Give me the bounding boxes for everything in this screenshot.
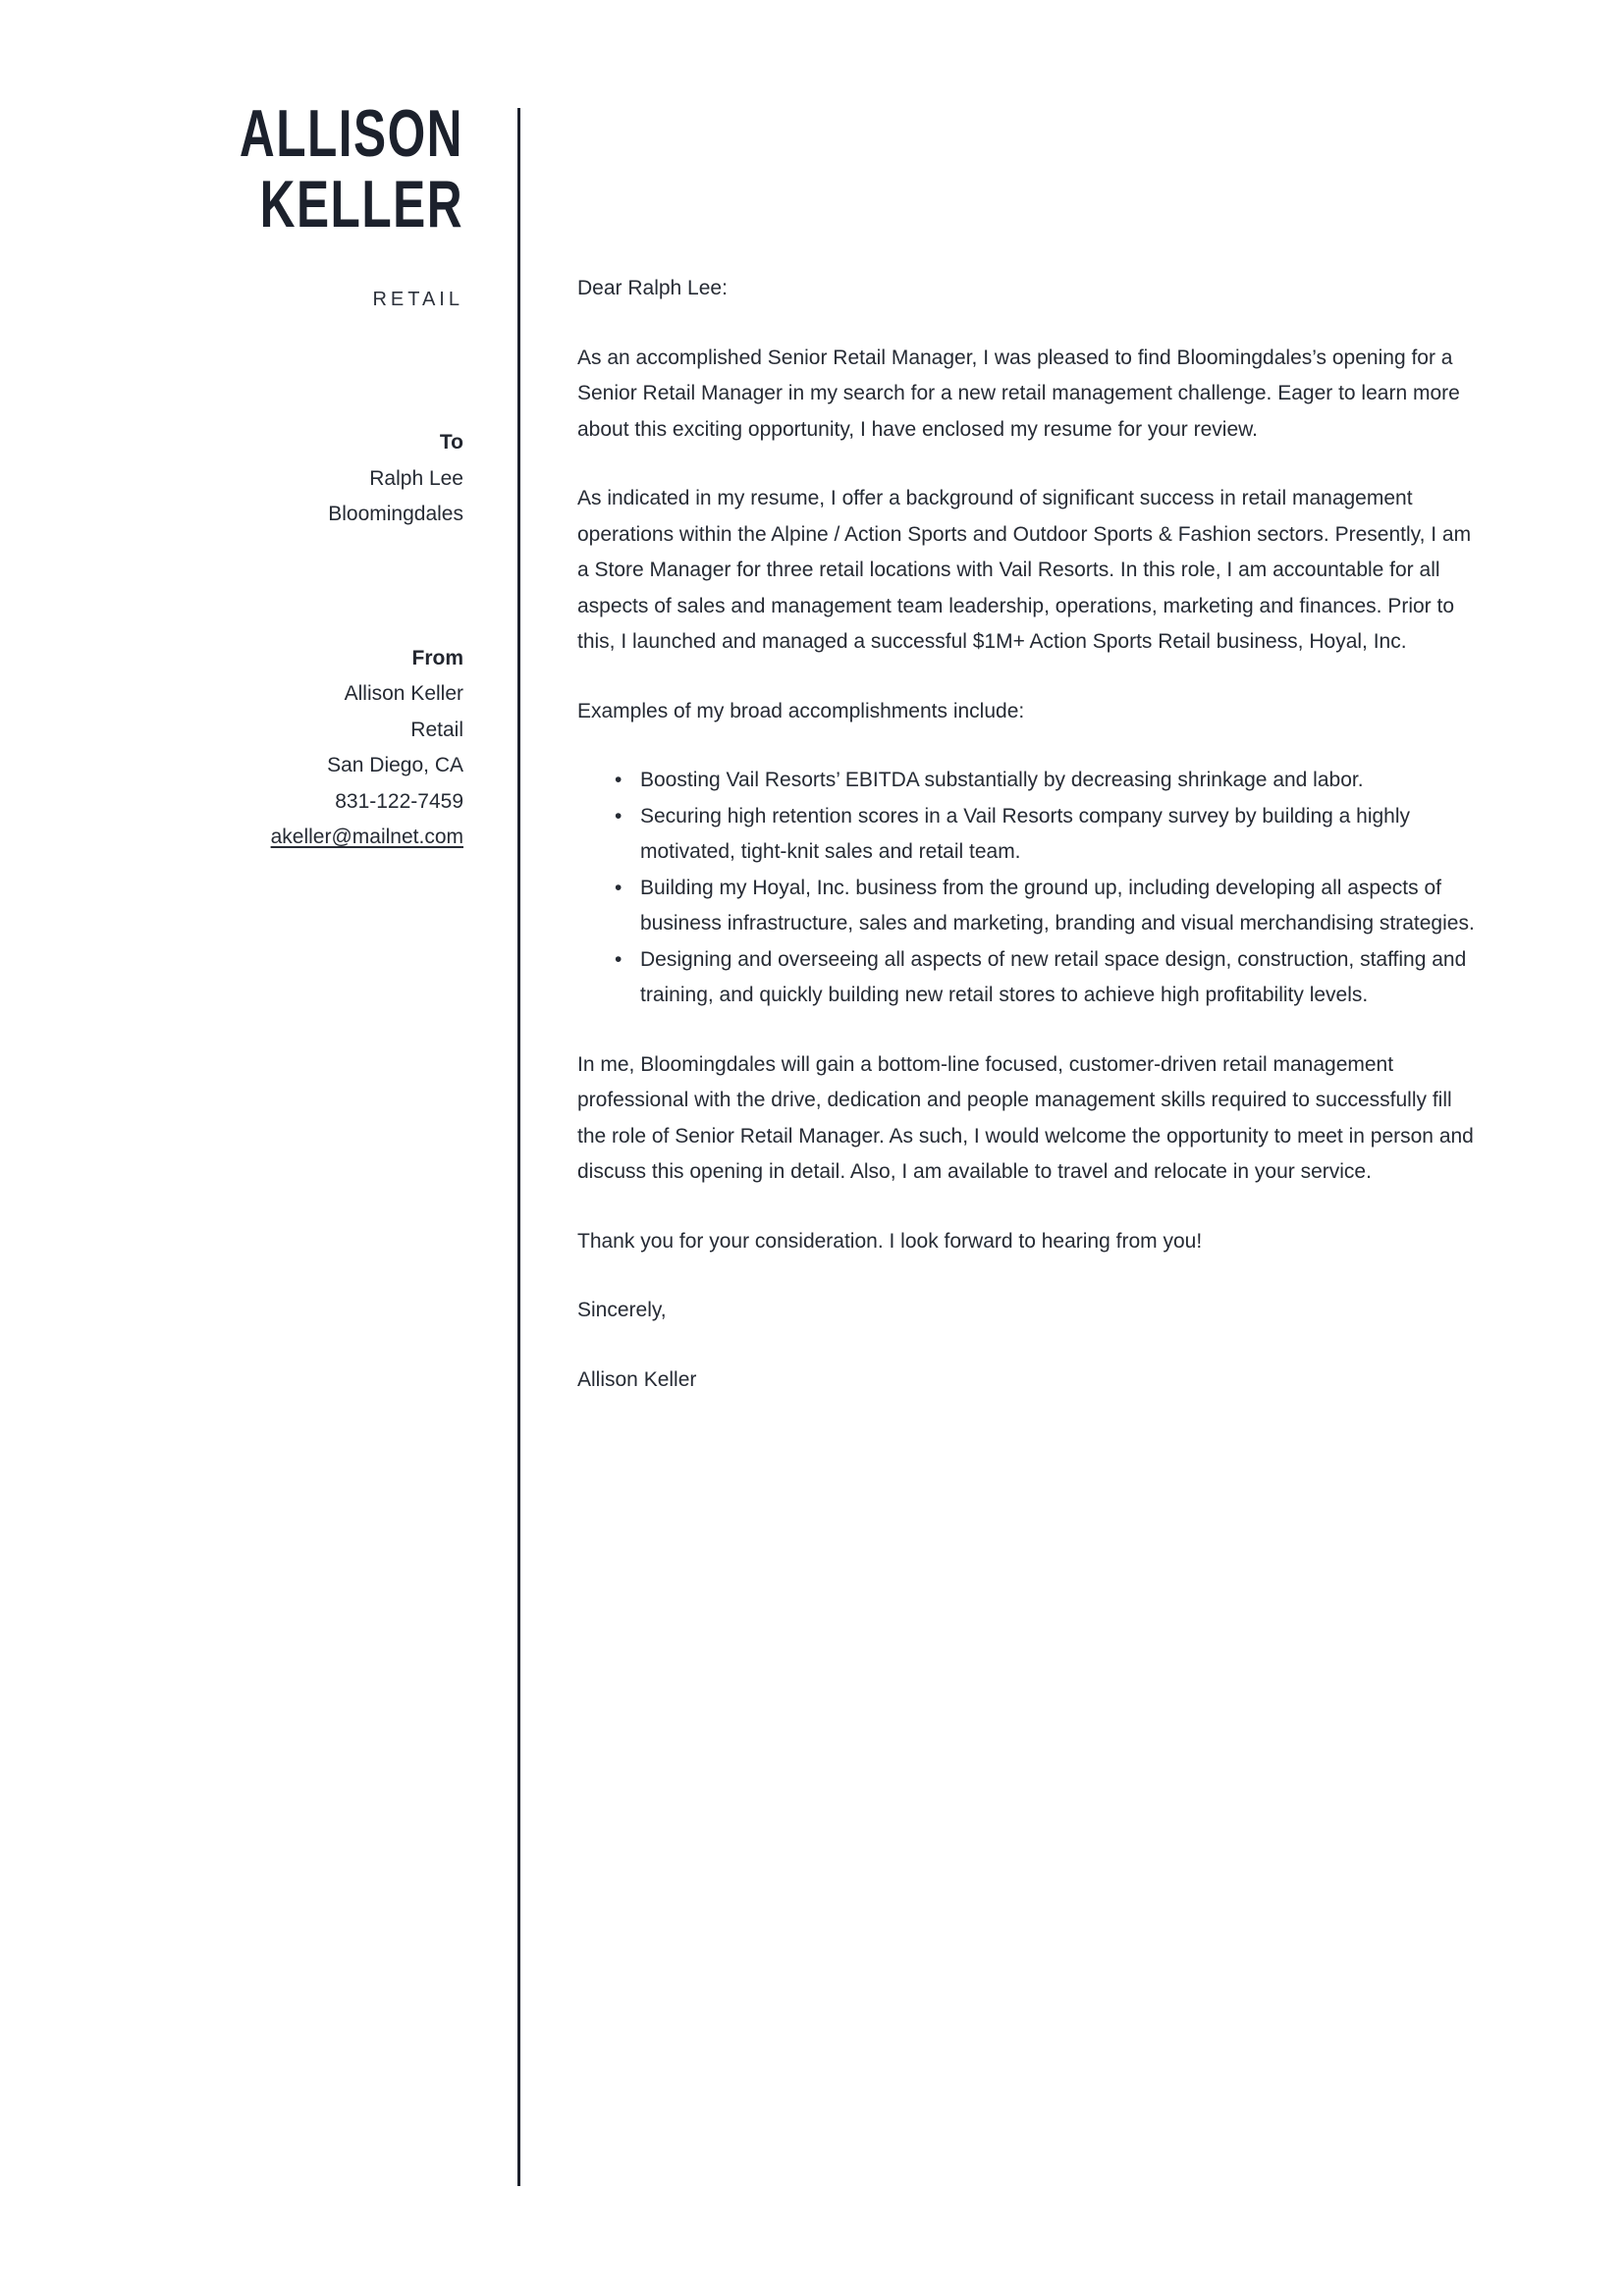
sidebar <box>79 98 463 856</box>
accomplishments-list <box>577 763 1483 1014</box>
letter-body <box>577 271 1483 1398</box>
salutation: Dear Ralph Lee: <box>577 277 728 299</box>
accomplishments-intro: Examples of my broad accomplishments include: <box>577 699 1025 722</box>
person-role: RETAIL <box>372 289 463 310</box>
intro-paragraph: As an accomplished Senior Retail Manager, I was pleased to find Bloomingdales’s opening for a Senior Retail Manager in my search for a new retail management challenge. Eager to learn more about this exciting opportunity, I have enclosed my resume for your review. <box>577 346 1460 441</box>
email-link[interactable]: akeller@mailnet.com <box>270 826 463 848</box>
closing-paragraph: In me, Bloomingdales will gain a bottom-line focused, customer-driven retail management professional with the drive, dedication and people management skills required to successfully fill the role of Senior Retail Manager. As such, I would welcome the opportunity to meet in person and discuss this opening in detail. Also, I am available to travel and relocate in your service. <box>577 1052 1474 1183</box>
to-recipient-name: Ralph Lee <box>369 466 463 490</box>
signoff: Sincerely, <box>577 1299 667 1321</box>
from-section <box>79 641 463 856</box>
from-phone: 831-122-7459 <box>335 789 463 813</box>
from-label: From <box>411 646 463 669</box>
from-city: San Diego, CA <box>327 754 463 776</box>
to-section <box>79 425 463 533</box>
name-line-1: ALLISON <box>239 96 463 171</box>
list-item: • Securing high retention scores in a Vail Resorts company survey by building a highly motivated, tight-knit sales and retail team. <box>577 799 1483 871</box>
from-name: Allison Keller <box>344 682 463 705</box>
list-item: • Boosting Vail Resorts’ EBITDA substantially by decreasing shrinkage and labor. <box>577 763 1483 799</box>
from-role: Retail <box>410 718 463 741</box>
background-paragraph: As indicated in my resume, I offer a background of significant success in retail management operations within the Alpine / Action Sports and Outdoor Sports & Fashion sectors. Presently, I am a Store Manager for three retail locations with Vail Resorts. In this role, I am accountable for all aspects of sales and management team leadership, operations, marketing and finances. Prior to this, I launched and managed a successful $1M+ Action Sports Retail business, Hoyal, Inc. <box>577 487 1472 653</box>
list-item: • Building my Hoyal, Inc. business from the ground up, including developing all aspects of business infrastructure, sales and marketing, branding and visual merchandising strategies. <box>577 871 1483 942</box>
to-label: To <box>439 431 463 454</box>
thanks-line: Thank you for your consideration. I look forward to hearing from you! <box>577 1229 1203 1253</box>
name-line-2: KELLER <box>259 167 463 241</box>
to-company: Bloomingdales <box>328 503 463 525</box>
signature: Allison Keller <box>577 1367 697 1391</box>
list-item: • Designing and overseeing all aspects of new retail space design, construction, staffing and training, and quickly building new retail stores to achieve high profitability levels. <box>577 942 1483 1014</box>
person-name <box>79 98 463 240</box>
vertical-divider <box>517 108 520 2186</box>
